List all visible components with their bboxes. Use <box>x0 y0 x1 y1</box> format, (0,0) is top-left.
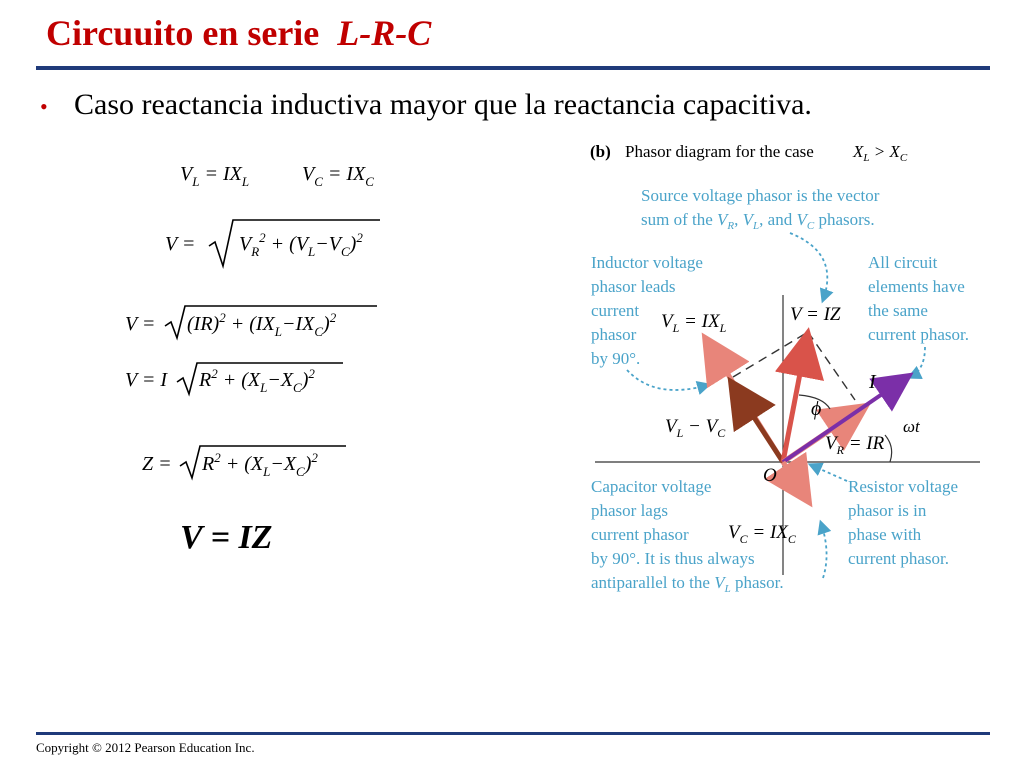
svg-text:V =: V = <box>125 313 156 335</box>
note-all-elements <box>868 253 969 344</box>
phasor-vc <box>783 462 807 499</box>
svg-text:phasor lags: phasor lags <box>591 501 668 520</box>
label-v-iz: V = IZ <box>790 304 841 325</box>
note-capacitor-pointer <box>821 523 827 578</box>
svg-text:current phasor: current phasor <box>591 525 689 544</box>
svg-text:(IR)2 + (IXL−IXC)2: $(IR)^2 + (IX_L-IX_C)^2$ <box>187 310 337 339</box>
copyright-text: Copyright © 2012 Pearson Education Inc. <box>36 740 255 755</box>
svg-text:current phasor.: current phasor. <box>868 325 970 344</box>
bullet-text: Caso reactancia inductiva mayor que la reactancia capacitiva. <box>74 88 812 121</box>
label-vr: $V_R$ = IR <box>825 433 885 457</box>
phasor-diagram <box>585 135 990 600</box>
caption-text: Phasor diagram for the case <box>625 142 814 161</box>
label-origin: O <box>763 465 777 486</box>
title-circuit: L-R-C <box>337 13 432 53</box>
svg-text:V =: V = <box>165 233 196 255</box>
svg-text:antiparallel to the VL phasor.: antiparallel to the $V_L$ phasor. <box>591 573 784 595</box>
equation-v-sqrt <box>165 212 385 272</box>
svg-text:current phasor.: current phasor. <box>848 549 950 568</box>
omega-t-arc <box>885 435 892 462</box>
note-source-line2: sum of the $V_R$, $V_L$, and $V_C$ phasors. <box>641 210 875 232</box>
svg-text:Capacitor voltage: Capacitor voltage <box>591 477 712 496</box>
svg-text:Resistor voltage: Resistor voltage <box>848 477 959 496</box>
equation-v-ir <box>125 302 385 344</box>
phasor-vl-minus-vc <box>733 385 783 462</box>
note-resistor-pointer <box>811 465 847 481</box>
note-all-pointer <box>910 347 925 377</box>
note-source-line1: Source voltage phasor is the vector <box>641 186 880 205</box>
title-underline <box>36 66 990 70</box>
equation-vl <box>180 158 290 190</box>
svg-text:R2 + (XL−XC)2: $R^2 + (X_L-X_C)^2$ <box>202 450 318 479</box>
equation-v-iz <box>180 512 310 558</box>
svg-text:current: current <box>591 301 640 320</box>
caption-label: (b) <box>590 142 611 161</box>
svg-text:phase with: phase with <box>848 525 922 544</box>
label-omega-t: ωt <box>903 417 920 436</box>
footer-rule <box>36 732 990 735</box>
equation-z <box>142 442 352 484</box>
dashed-line-vl-diff <box>733 332 808 377</box>
svg-text:Z =: Z = <box>142 453 172 475</box>
label-phi: ϕ <box>811 398 822 420</box>
label-vl-minus-vc: $V_L - V_C$ <box>665 416 726 440</box>
equation-v-i <box>125 360 350 402</box>
svg-text:R2 + (XL−XC)2: $R^2 + (X_L-X_C)^2$ <box>199 366 315 395</box>
title-text: Circuuito en serie <box>46 13 320 53</box>
svg-text:All circuit: All circuit <box>868 253 938 272</box>
svg-text:phasor is in: phasor is in <box>848 501 927 520</box>
svg-text:VC = IXC: $V_C = IX_C$ <box>302 163 374 189</box>
svg-text:Inductor voltage: Inductor voltage <box>591 253 703 272</box>
dashed-line-vz-to-vr <box>808 332 855 400</box>
svg-text:phasor leads: phasor leads <box>591 277 676 296</box>
bullet-item <box>40 88 812 122</box>
svg-text:VL = IXL: $V_L = IX_L$ <box>180 163 250 189</box>
note-inductor-pointer <box>627 370 708 390</box>
svg-text:V = I: V = I <box>125 369 168 391</box>
equation-vc <box>302 158 412 190</box>
svg-text:the same: the same <box>868 301 928 320</box>
bullet-dot: • <box>40 94 48 120</box>
svg-text:by 90°. It is thus always: by 90°. It is thus always <box>591 549 755 568</box>
note-source-pointer <box>790 233 827 300</box>
svg-text:elements have: elements have <box>868 277 965 296</box>
label-vc: $V_C = IX_C$ <box>728 522 796 546</box>
svg-text:phasor: phasor <box>591 325 637 344</box>
svg-text:by 90°.: by 90°. <box>591 349 641 368</box>
label-current: I <box>869 371 876 393</box>
phasor-v <box>783 337 807 462</box>
svg-text:V = IZ: V = IZ <box>180 519 273 556</box>
slide-title <box>46 12 431 54</box>
note-resistor <box>848 477 958 568</box>
svg-text:VR2 + (VL−VC)2: $V_R^2 + (V_L-V_C)^2$ <box>239 230 363 259</box>
label-vl: $V_L = IX_L$ <box>661 311 727 335</box>
caption-condition: $X_L > X_C$ <box>853 142 908 164</box>
